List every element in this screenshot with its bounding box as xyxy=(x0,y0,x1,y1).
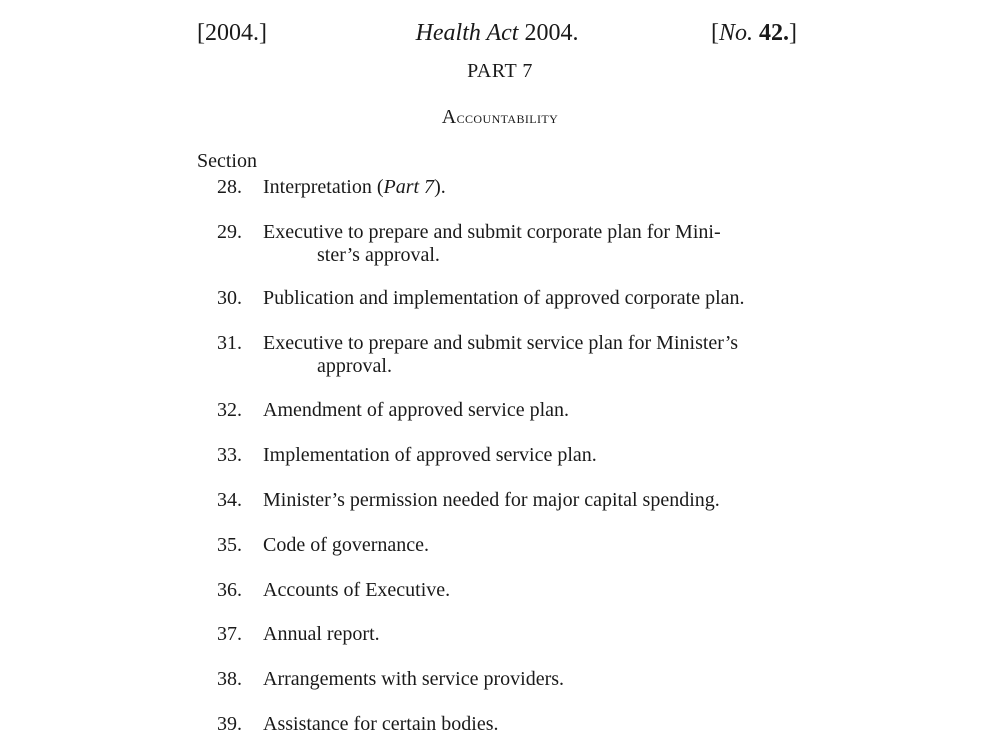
subheading-initial: A xyxy=(441,106,457,128)
section-title xyxy=(263,176,797,199)
section-title-italic: Part 7 xyxy=(383,176,435,198)
toc-item xyxy=(217,579,797,602)
section-number: 34. xyxy=(217,489,242,511)
toc-item xyxy=(217,444,797,467)
section-number: 31. xyxy=(217,332,242,354)
section-title xyxy=(263,221,797,267)
section-title: Publication and implementation of approved corporate plan. xyxy=(263,287,745,309)
section-number: 30. xyxy=(217,287,242,309)
running-head-title xyxy=(197,20,797,47)
bracket-close: ] xyxy=(789,20,797,46)
running-head xyxy=(197,20,797,54)
bracket-open: [ xyxy=(710,20,719,46)
section-number: 29. xyxy=(217,221,242,243)
section-title xyxy=(263,332,797,378)
toc-item xyxy=(217,221,797,267)
toc-item xyxy=(217,713,797,736)
toc-item xyxy=(217,668,797,691)
toc-item xyxy=(217,623,797,646)
toc-item xyxy=(217,176,797,199)
section-title: Annual report. xyxy=(263,623,380,645)
section-title-after: ). xyxy=(434,176,446,198)
section-title: Amendment of approved service plan. xyxy=(263,399,570,421)
act-number: 42. xyxy=(753,20,789,46)
section-column-label: Section xyxy=(197,150,257,172)
section-number: 32. xyxy=(217,399,242,421)
number-label: No. xyxy=(718,20,753,46)
part-subheading xyxy=(0,106,1000,129)
toc-item xyxy=(217,332,797,378)
section-number: 38. xyxy=(217,668,242,690)
toc-item xyxy=(217,287,797,310)
section-title: Accounts of Executive. xyxy=(263,579,451,601)
toc-item xyxy=(217,534,797,557)
section-number: 37. xyxy=(217,623,242,645)
section-title: Assistance for certain bodies. xyxy=(263,713,499,735)
act-year: 2004. xyxy=(518,20,579,46)
section-number: 36. xyxy=(217,579,242,601)
section-title: Minister’s permission needed for major capital spending. xyxy=(263,489,720,511)
running-head-year: [2004.] xyxy=(197,20,267,46)
section-title: Implementation of approved service plan. xyxy=(263,444,597,466)
section-title-text: Interpretation ( xyxy=(263,176,384,198)
section-number: 28. xyxy=(217,176,242,198)
section-number: 35. xyxy=(217,534,242,556)
section-number: 33. xyxy=(217,444,242,466)
act-title: Health Act xyxy=(415,20,519,46)
section-title: Code of governance. xyxy=(263,534,430,556)
subheading-rest: ccountability xyxy=(456,108,559,127)
running-head-act-number xyxy=(711,20,797,47)
section-title-text: Executive to prepare and submit service plan for Minister’s xyxy=(263,332,739,354)
part-heading: PART 7 xyxy=(467,60,533,82)
toc-item xyxy=(217,489,797,512)
section-title-continuation: ster’s approval. xyxy=(317,244,440,266)
section-title-text: Executive to prepare and submit corporate plan for Mini- xyxy=(263,221,721,243)
section-number: 39. xyxy=(217,713,242,735)
section-title: Arrangements with service providers. xyxy=(263,668,565,690)
section-title-continuation: approval. xyxy=(317,355,392,377)
toc-item xyxy=(217,399,797,422)
